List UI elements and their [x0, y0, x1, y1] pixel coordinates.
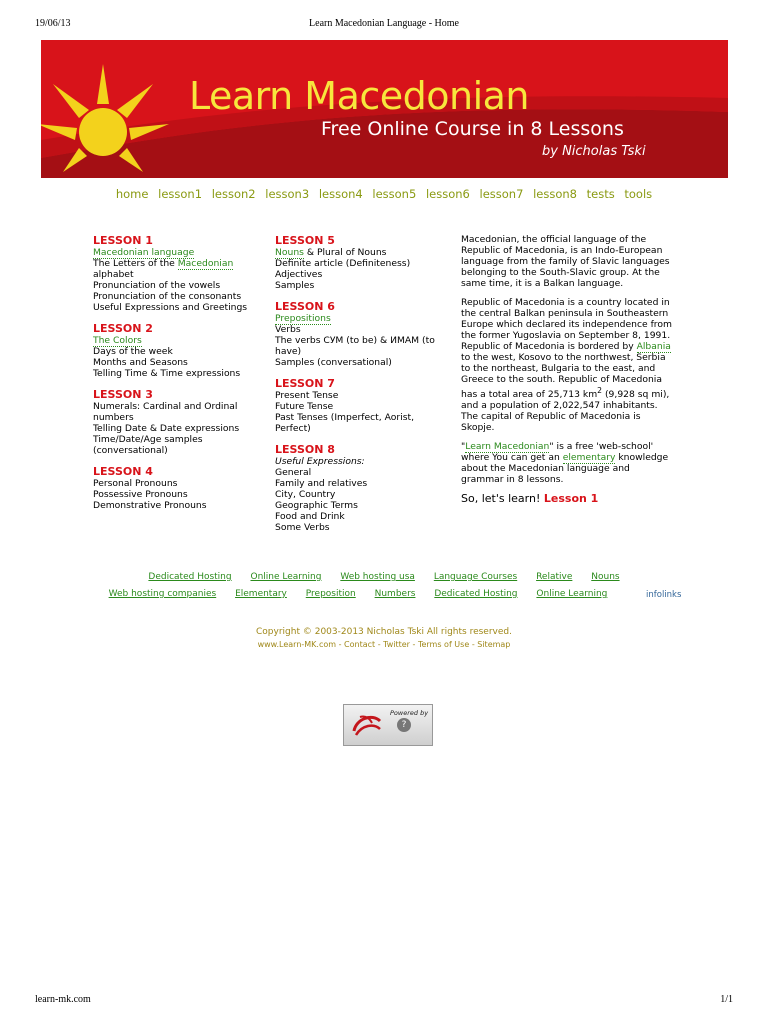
footer-link-contact[interactable]: Contact	[344, 640, 376, 649]
nav-lesson8[interactable]: lesson8	[533, 187, 577, 201]
list-item[interactable]: Telling Date & Date expressions	[93, 423, 240, 434]
intro-paragraph-1: Macedonian, the official language of the Republic of Macedonia, is an Indo-European language from the family of Slavic languages belonging to the South-Slavic group. At the same time, it is a Balkan language.	[461, 234, 670, 289]
list-item[interactable]: General	[275, 467, 312, 478]
nav-lesson5[interactable]: lesson5	[372, 187, 417, 201]
swirl-logo-icon	[350, 711, 384, 739]
list-item[interactable]: Months and Seasons	[93, 357, 188, 368]
list-item[interactable]: The Letters of the Macedonian alphabet	[93, 258, 234, 280]
macedonian-language-link[interactable]: Macedonian language	[93, 247, 195, 258]
list-item[interactable]: Geographic Terms	[275, 500, 358, 511]
list-item[interactable]: Numerals: Cardinal and Ordinal numbers	[93, 401, 238, 423]
site-banner[interactable]	[41, 40, 728, 178]
ad-link[interactable]: Language Courses	[433, 572, 518, 582]
print-title: Learn Macedonian Language - Home	[309, 18, 459, 29]
list-item[interactable]: Pronunciation of the consonants	[93, 291, 242, 302]
main-nav	[0, 187, 768, 201]
banner-subtitle: Free Online Course in 8 Lessons	[321, 118, 624, 140]
list-item[interactable]: Demonstrative Pronouns	[93, 500, 207, 511]
lesson-7-heading[interactable]: LESSON 7	[275, 377, 335, 390]
list-item[interactable]: Useful Expressions and Greetings	[93, 302, 248, 313]
colors-link[interactable]: The Colors	[93, 335, 142, 346]
nav-lesson7[interactable]: lesson7	[479, 187, 524, 201]
list-item[interactable]: The verbs СУМ (to be) & ИМАМ (to have)	[275, 335, 435, 357]
list-item[interactable]: Adjectives	[275, 269, 323, 280]
useful-expressions-subhead: Useful Expressions:	[275, 456, 365, 467]
macedonian-link[interactable]: Macedonian	[177, 258, 234, 269]
banner-author: by Nicholas Tski	[542, 144, 646, 159]
ad-link[interactable]: Elementary	[235, 589, 287, 599]
ad-link[interactable]: Dedicated Hosting	[434, 589, 518, 599]
lets-learn: So, let's learn! Lesson 1	[461, 492, 599, 506]
ad-link[interactable]: Web hosting companies	[108, 589, 217, 599]
lesson-2-heading[interactable]: LESSON 2	[93, 322, 153, 335]
list-item[interactable]: Definite article (Definiteness)	[275, 258, 411, 269]
ad-link[interactable]: Online Learning	[536, 589, 608, 599]
nav-lesson6[interactable]: lesson6	[425, 187, 470, 201]
ad-link[interactable]: Relative	[536, 572, 573, 582]
elementary-link[interactable]: elementary	[562, 452, 616, 464]
ad-link[interactable]: Dedicated Hosting	[148, 572, 232, 582]
ad-links-row-2	[0, 589, 716, 599]
list-item[interactable]: Food and Drink	[275, 511, 345, 522]
list-item[interactable]: Nouns & Plural of Nouns	[275, 247, 387, 258]
list-item[interactable]: Telling Time & Time expressions	[93, 368, 241, 379]
lessons-column-2	[275, 234, 447, 533]
list-item[interactable]: Time/Date/Age samples (conversational)	[93, 434, 203, 456]
footer-links: www.Learn-MK.com - Contact - Twitter - Terms of Use - Sitemap	[257, 640, 511, 649]
copyright: Copyright © 2003-2013 Nicholas Tski All rights reserved.	[256, 627, 512, 637]
footer-link-site[interactable]: www.Learn-MK.com	[257, 640, 337, 649]
list-item[interactable]: Some Verbs	[275, 522, 330, 533]
intro-column	[461, 234, 673, 504]
list-item[interactable]: Future Tense	[275, 401, 334, 412]
print-domain: learn-mk.com	[35, 994, 91, 1005]
nav-tests[interactable]: tests	[586, 187, 615, 201]
list-item[interactable]: Samples (conversational)	[275, 357, 392, 368]
lesson-1-heading[interactable]: LESSON 1	[93, 234, 153, 247]
print-page-number: 1/1	[720, 994, 733, 1005]
list-item[interactable]: Samples	[275, 280, 315, 291]
lesson-1-link[interactable]: Lesson 1	[543, 492, 599, 506]
ad-links-row-1	[0, 572, 768, 582]
list-item[interactable]: Present Tense	[275, 390, 339, 401]
list-item[interactable]: Family and relatives	[275, 478, 368, 489]
powered-by-badge[interactable]	[343, 704, 433, 746]
lesson-5-heading[interactable]: LESSON 5	[275, 234, 335, 247]
print-date: 19/06/13	[35, 18, 71, 29]
intro-paragraph-2: Republic of Macedonia is a country located in the central Balkan peninsula in Southeastern Europe which declared its independence from the former Yugoslavia on September 8, 1991. Republic of Macedonia is bordered by Albania to the west, Kosovo to the northwest, Serbia to the northeast, Bulgaria to the east, and Greece to the south. Republic of Macedonia has a total area of 25,713 $km^2$ (9,928 sq mi), and a population of 2,022,547 inhabitants. The capital of Republic of Macedonia is Skopje.	[461, 297, 672, 434]
list-item[interactable]: Days of the week	[93, 346, 173, 357]
list-item[interactable]: Personal Pronouns	[93, 478, 178, 489]
ad-link[interactable]: Online Learning	[250, 572, 322, 582]
lessons-column-1	[93, 234, 265, 511]
nouns-link[interactable]: Nouns	[275, 247, 304, 258]
footer-link-terms[interactable]: Terms of Use	[417, 640, 470, 649]
lesson-8-heading[interactable]: LESSON 8	[275, 443, 335, 456]
ad-link[interactable]: Numbers	[374, 589, 416, 599]
help-icon[interactable]: ?	[397, 718, 411, 732]
list-item[interactable]: Verbs	[275, 324, 301, 335]
prepositions-link[interactable]: Prepositions	[275, 313, 331, 324]
list-item[interactable]: Pronunciation of the vowels	[93, 280, 221, 291]
lesson-3-heading[interactable]: LESSON 3	[93, 388, 153, 401]
learn-macedonian-link[interactable]: Learn Macedonian	[465, 441, 550, 453]
powered-by-label: Powered by	[390, 709, 429, 717]
nav-home[interactable]: home	[115, 187, 149, 201]
list-item[interactable]: City, Country	[275, 489, 336, 500]
infolinks-logo[interactable]: infolinks	[646, 590, 682, 600]
list-item[interactable]: Possessive Pronouns	[93, 489, 188, 500]
banner-title: Learn Macedonian	[189, 74, 530, 118]
intro-paragraph-3: "Learn Macedonian" is a free 'web-school' where You can get an elementary knowledge about the Macedonian language and grammar in 8 lessons.	[461, 441, 669, 486]
footer-link-twitter[interactable]: Twitter	[383, 640, 410, 649]
nav-lesson2[interactable]: lesson2	[211, 187, 256, 201]
ad-link[interactable]: Preposition	[305, 589, 356, 599]
lesson-6-heading[interactable]: LESSON 6	[275, 300, 335, 313]
nav-lesson4[interactable]: lesson4	[318, 187, 363, 201]
list-item[interactable]: Past Tenses (Imperfect, Aorist, Perfect)	[275, 412, 415, 434]
albania-link[interactable]: Albania	[636, 341, 671, 352]
nav-lesson3[interactable]: lesson3	[265, 187, 310, 201]
nav-lesson1[interactable]: lesson1	[158, 187, 203, 201]
ad-link[interactable]: Nouns	[591, 572, 620, 582]
lesson-4-heading[interactable]: LESSON 4	[93, 465, 153, 478]
ad-link[interactable]: Web hosting usa	[340, 572, 415, 582]
footer-link-sitemap[interactable]: Sitemap	[477, 640, 511, 649]
nav-tools[interactable]: tools	[624, 187, 653, 201]
